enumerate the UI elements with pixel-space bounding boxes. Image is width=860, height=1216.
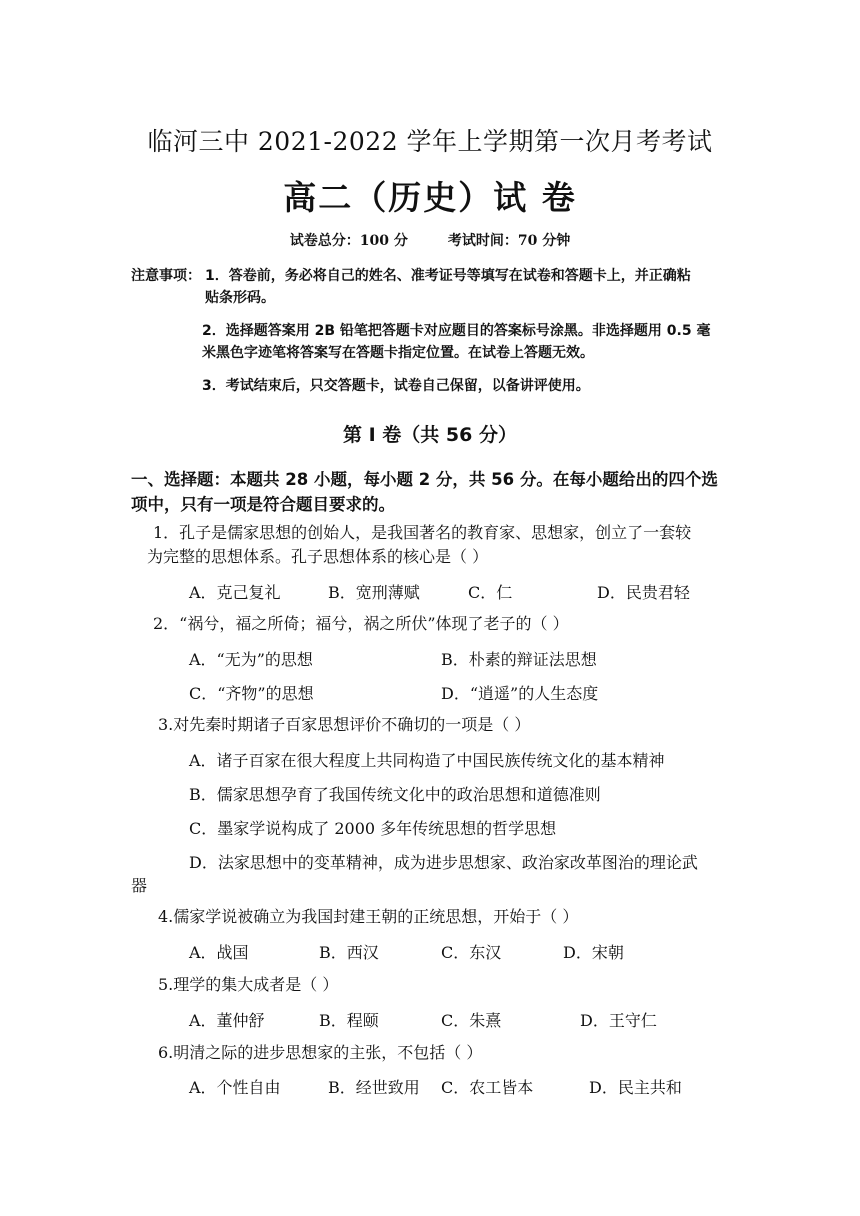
question-2-stem: 2．“祸兮，福之所倚；福兮，祸之所伏”体现了老子的（ ） (153, 614, 569, 633)
question-4-option-c: C．东汉 (441, 943, 502, 962)
question-4-stem: 4.儒家学说被确立为我国封建王朝的正统思想，开始于（ ） (158, 907, 579, 926)
note-2-line-1: 2．选择题答案用 2B 铅笔把答题卡对应题目的答案标号涂黑。非选择题用 0.5 毫 (202, 323, 711, 339)
note-1-line-1: 1．答卷前，务必将自己的姓名、准考证号等填写在试卷和答题卡上，并正确粘 (205, 268, 691, 284)
question-5-option-d: D．王守仁 (580, 1011, 657, 1030)
question-6-option-d: D．民主共和 (589, 1078, 682, 1097)
question-6-option-a: A．个性自由 (189, 1078, 281, 1097)
question-6-option-b: B．经世致用 (328, 1078, 420, 1097)
question-2-option-d: D．“逍遥”的人生态度 (441, 684, 599, 703)
question-3-option-a: A．诸子百家在很大程度上共同构造了中国民族传统文化的基本精神 (189, 751, 665, 770)
exam-title-subject: 高二（历史）试 卷 (283, 178, 577, 217)
note-1-line-2: 贴条形码。 (205, 290, 275, 306)
question-3-stem: 3.对先秦时期诸子百家思想评价不确切的一项是（ ） (158, 715, 531, 734)
question-6-stem: 6.明清之际的进步思想家的主张，不包括（ ） (158, 1043, 483, 1062)
question-6-option-c: C．农工皆本 (441, 1078, 534, 1097)
question-1-stem-line-2: 为完整的思想体系。孔子思想体系的核心是（ ） (147, 547, 489, 566)
question-1-option-c: C．仁 (468, 583, 513, 602)
question-4-option-b: B．西汉 (319, 943, 379, 962)
question-5-stem: 5.理学的集大成者是（ ） (158, 975, 339, 994)
question-2-option-a: A．“无为”的思想 (189, 650, 313, 669)
question-3-option-c: C．墨家学说构成了 2000 多年传统思想的哲学思想 (189, 819, 557, 838)
exam-meta (0, 230, 860, 250)
question-4-option-a: A．战国 (189, 943, 249, 962)
note-3: 3．考试结束后，只交答题卡，试卷自己保留，以备讲评使用。 (202, 378, 590, 394)
exam-title-school: 临河三中 2021-2022 学年上学期第一次月考考试 (147, 127, 713, 156)
question-3-option-d-wrap: 器 (131, 876, 148, 895)
question-1-stem-line-1: 1．孔子是儒家思想的创始人，是我国著名的教育家、思想家，创立了一套较 (153, 523, 692, 542)
question-3-option-d: D．法家思想中的变革精神，成为进步思想家、政治家改革图治的理论武 (189, 853, 698, 872)
question-1-option-d: D．民贵君轻 (597, 583, 690, 602)
total-score: 试卷总分：100 分 (289, 233, 408, 249)
question-4-option-d: D．宋朝 (563, 943, 624, 962)
question-1-option-b: B．宽刑薄赋 (328, 583, 420, 602)
instructions-line-1: 一、选择题：本题共 28 小题，每小题 2 分，共 56 分。在每小题给出的四个选 (131, 470, 718, 489)
instructions-line-2: 项中，只有一项是符合题目要求的。 (131, 495, 395, 514)
question-2-option-c: C．“齐物”的思想 (189, 684, 314, 703)
notes-label: 注意事项： (131, 268, 201, 284)
question-3-option-b: B．儒家思想孕育了我国传统文化中的政治思想和道德准则 (189, 785, 601, 804)
exam-time: 考试时间：70 分钟 (447, 233, 571, 249)
question-2-option-b: B．朴素的辩证法思想 (441, 650, 597, 669)
question-5-option-a: A．董仲舒 (189, 1011, 265, 1030)
section-title: 第 Ⅰ 卷（共 56 分） (343, 424, 517, 446)
note-2-line-2: 米黑色字迹笔将答案写在答题卡指定位置。在试卷上答题无效。 (202, 345, 594, 361)
question-1-option-a: A．克己复礼 (189, 583, 281, 602)
question-5-option-c: C．朱熹 (441, 1011, 502, 1030)
question-5-option-b: B．程颐 (319, 1011, 379, 1030)
